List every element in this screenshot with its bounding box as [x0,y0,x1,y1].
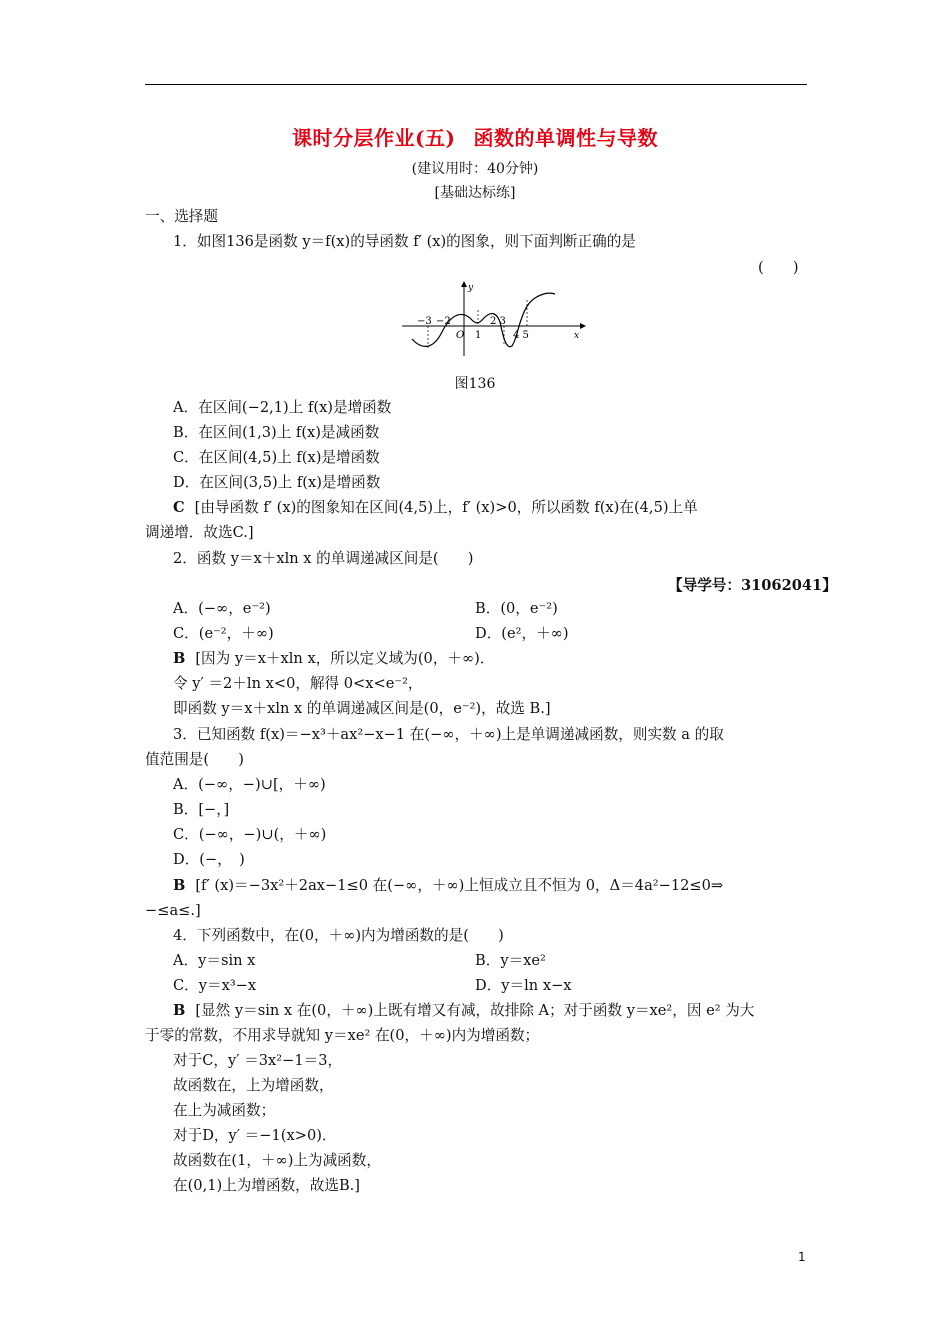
q2-solution-line1 [173,649,494,669]
origin-label: O [456,330,465,341]
q2-option-d: D．(e²，＋∞) [475,625,569,642]
q2-option-c: C．(e⁻²，＋∞) [173,625,274,642]
q1-option-c: C．在区间(4,5)上 f(x)是增函数 [173,449,380,466]
page-title [0,122,950,151]
section-heading: 一、选择题 [145,208,218,225]
q4-sol3: 对于C，y′ ＝3x²−1＝3， [173,1052,343,1069]
y-axis-arrow [461,281,467,287]
q1-answer: C [173,499,185,516]
q1-option-a: A．在区间(−2,1)上 f(x)是增函数 [173,399,392,416]
figure-caption: 图136 [454,376,496,392]
q4-solution-line1 [173,1001,754,1021]
q4-sol8: 在(0,1)上为增函数，故选B.] [173,1177,360,1194]
page-number: 1 [798,1250,806,1264]
q1-stem: 1．如图136是函数 y＝f(x)的导函数 f′ (x)的图象，则下面判断正确的是 [173,233,636,250]
q1-solution-line1 [173,498,698,518]
x-label: x [574,331,580,341]
q2-sol2: 令 y′ ＝2＋ln x<0，解得 0<x<e⁻²， [173,675,423,692]
q4-sol2: 于零的常数，不用求导就知 y＝xe² 在(0，＋∞)内为增函数； [145,1027,540,1044]
section-level: [基础达标练] [434,185,516,201]
q3-solution-line1 [173,876,723,896]
q2-sol1: [因为 y＝x＋xln x，所以定义域为(0，＋∞)． [195,650,495,667]
q3-sol1: [f′ (x)＝−3x²＋2ax−1≤0 在(−∞，＋∞)上恒成立且不恒为 0，Δ＝4a²−12≤0⇒ [195,877,724,894]
q3-option-d: D．(−， ) [173,851,245,868]
derivative-curve [412,293,555,347]
q4-sol4: 故函数在，上为增函数， [173,1077,334,1094]
q4-sol7: 故函数在(1，＋∞)上为减函数， [173,1152,381,1169]
q4-answer: B [173,1002,186,1019]
tick-1: 1 [475,330,482,341]
tick-23: 2 3 [490,316,506,327]
q3-option-b: B．[−，] [173,801,230,818]
q4-sol5: 在上为减函数； [173,1102,276,1119]
q4-option-a: A．y＝sin x [173,952,256,969]
q2-option-b: B．(0，e⁻²) [475,600,558,617]
q4-sol1: [显然 y＝sin x 在(0，＋∞)上既有增又有减，故排除 A；对于函数 y＝xe²，因 e² 为大 [195,1002,755,1019]
y-label: y [468,283,474,293]
q4-sol6: 对于D，y′ ＝−1(x>0)． [173,1127,337,1144]
derivative-graph [398,280,588,358]
x-axis-arrow [580,323,586,329]
q3-stem1: 3．已知函数 f(x)＝−x³＋ax²−x−1 在(−∞，＋∞)上是单调递减函数，则实数 a 的取 [173,726,724,743]
q4-option-b: B．y＝xe² [475,952,546,969]
q1-sol1: [由导函数 f′ (x)的图象知在区间(4,5)上，f′ (x)>0，所以函数 f(x)在(4,5)上单 [194,499,698,516]
tick-45: 4 5 [513,330,529,341]
title-part1: 课时分层作业(五) [292,126,456,150]
header-rule [145,84,807,85]
q1-paren: ( ) [758,259,799,276]
q2-sol3: 即函数 y＝x＋xln x 的单调递减区间是(0，e⁻²)，故选 B.] [173,700,551,717]
q2-option-a: A．(−∞，e⁻²) [173,600,271,617]
q2-answer: B [173,650,186,667]
q1-option-d: D．在区间(3,5)上 f(x)是增函数 [173,474,381,491]
tick-m3: −3 [417,316,432,327]
title-part2: 函数的单调性与导数 [473,126,658,150]
q3-option-c: C．(−∞，−)∪(，＋∞) [173,826,327,843]
q3-answer: B [173,877,186,894]
q4-option-d: D．y＝ln x−x [475,977,572,994]
q1-option-b: B．在区间(1,3)上 f(x)是减函数 [173,424,380,441]
q4-option-c: C．y＝x³−x [173,977,257,994]
q2-guide-number: 【导学号：31062041】 [668,577,837,594]
q2-stem: 2．函数 y＝x＋xln x 的单调递减区间是( ) [173,550,474,567]
q3-stem2: 值范围是( ) [145,751,244,768]
tick-m2: −2 [436,316,451,327]
suggest-time: (建议用时：40分钟) [411,161,539,177]
q4-stem: 4．下列函数中，在(0，＋∞)内为增函数的是( ) [173,927,504,944]
q1-sol2: 调递增．故选C.] [145,524,254,541]
q3-sol2: −≤a≤.] [145,902,201,919]
q3-option-a: A．(−∞，−)∪[，＋∞) [173,776,326,793]
